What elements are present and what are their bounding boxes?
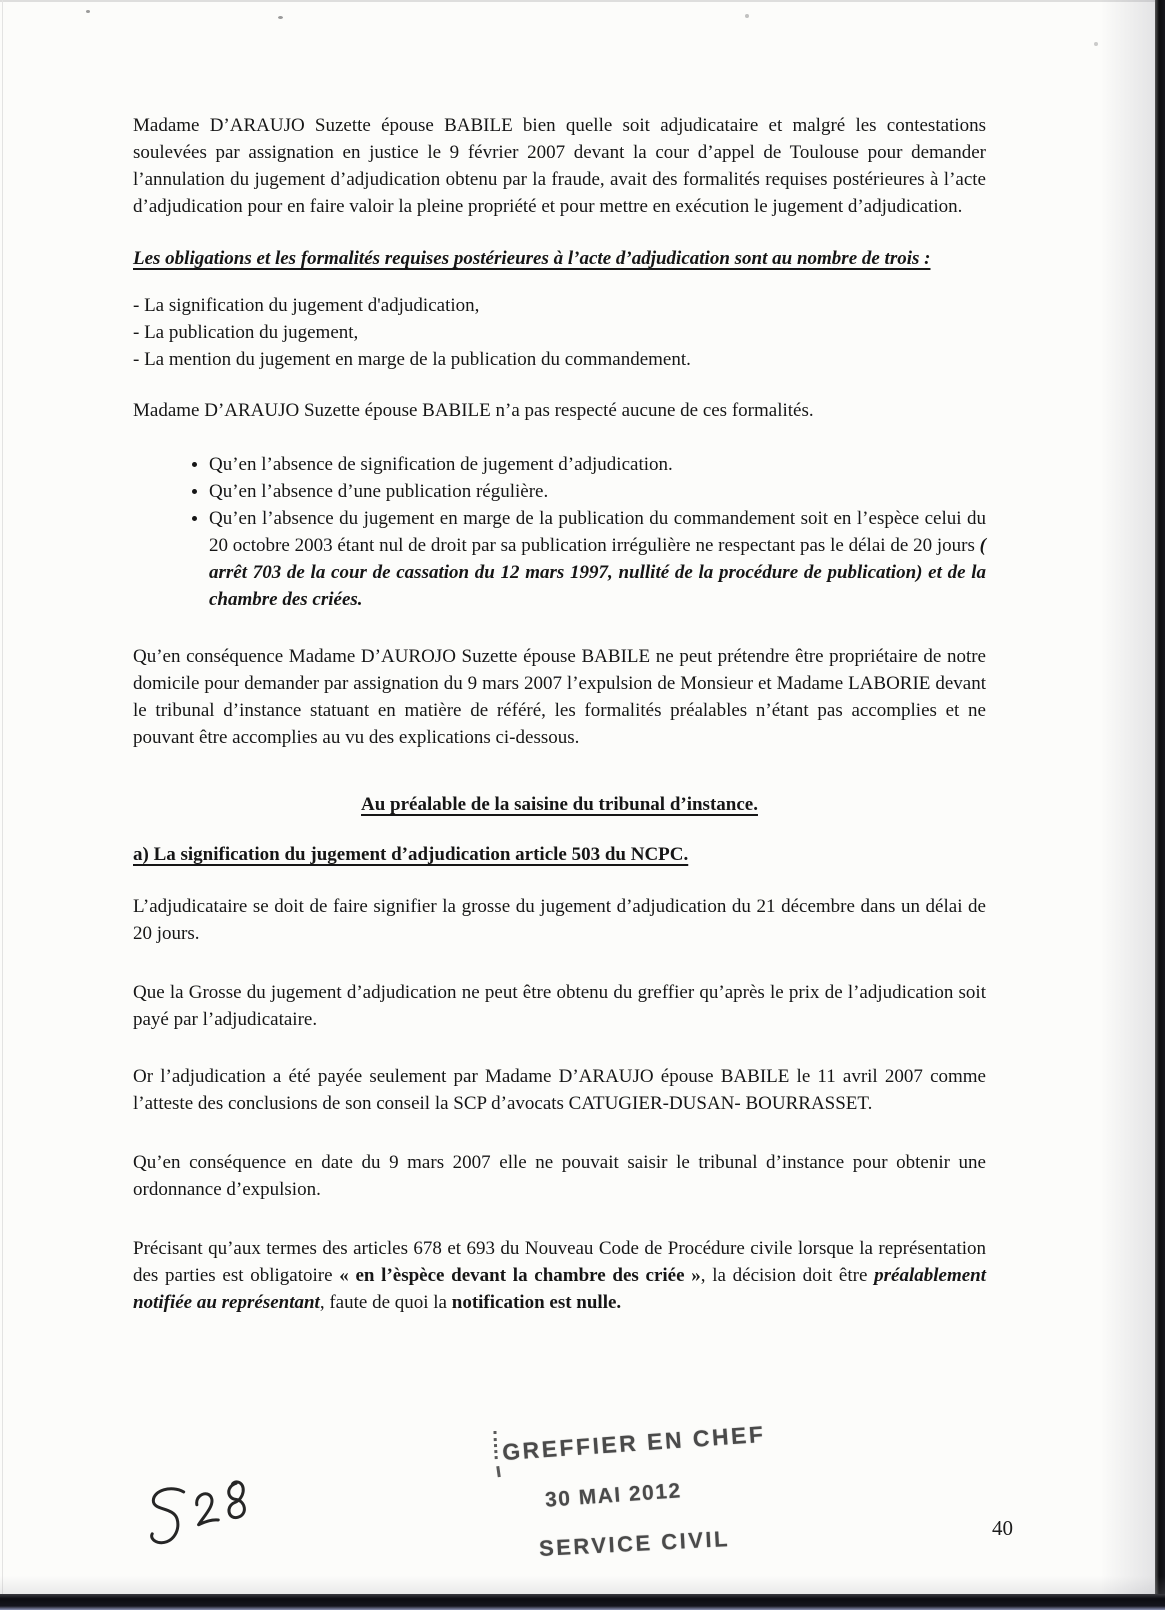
paragraph-consequence: Qu’en conséquence Madame D’AUROJO Suzette épouse BABILE ne peut prétendre être propriétaire de notre domicile pour demander par assignation du 9 mars 2007 l’expulsion de Monsieur et Madame LABORIE devant le tribunal d’instance statuant en matière de référé, les formalités préalables n’étant pas accomplies et ne pouvant être accomplies au vu des explications ci-dessous. — [133, 646, 986, 748]
scan-shadow-right — [1100, 0, 1155, 1610]
formalities-list — [133, 292, 986, 373]
section-heading-article-503: a) La signification du jugement d’adjudication article 503 du NCPC. — [133, 844, 689, 865]
final-text-3: , faute de quoi la — [319, 1292, 452, 1313]
list-item-mention: - La mention du jugement en marge de la publication du commandement. — [133, 349, 691, 370]
handwriting-strokes — [141, 1471, 272, 1560]
bullet-list — [133, 451, 986, 613]
scan-speck — [745, 14, 749, 18]
section-heading-obligations: Les obligations et les formalités requises postérieures à l’acte d’adjudication sont au nombre de trois : — [133, 248, 931, 269]
page-number: 40 — [992, 1516, 1013, 1540]
stamp-ink-mark — [493, 1431, 500, 1459]
final-text-bold-end: notification est nulle. — [451, 1292, 622, 1313]
bullet-text-plain: Qu’en l’absence du jugement en marge de la publication du commandement soit en l’espèce celui du 20 octobre 2003 étant nul de droit par sa publication irrégulière ne respectant pas le délai de 20 jours — [209, 508, 986, 556]
handwritten-number-528 — [141, 1471, 273, 1565]
scan-shadow-bottom — [0, 1576, 1165, 1594]
bullet-item-publication: • Qu’en l’absence d’une publication régulière. — [209, 478, 986, 505]
section-heading-prealable: Au préalable de la saisine du tribunal d’instance. — [361, 794, 758, 815]
list-item-publication: - La publication du jugement, — [133, 322, 359, 343]
paragraph-final — [133, 1235, 986, 1316]
scan-edge-right — [1155, 0, 1165, 1610]
stamp-ink-mark-small — [496, 1466, 502, 1478]
stamp-greffier-line: GREFFIER EN CHEF — [501, 1420, 767, 1466]
scan-speck — [278, 16, 283, 19]
scan-edge-top — [0, 0, 1165, 2]
scan-edge-left — [2, 0, 3, 1610]
final-text-bold-quote: « en l’èspèce devant la chambre des criée » — [339, 1265, 701, 1286]
bullet-item-signification: • Qu’en l’absence de signification de jugement d’adjudication. — [209, 451, 986, 478]
bullet-text-emphasis: ( arrêt 703 de la cour de cassation du 12 mars 1997, nullité de la procédure de publication) et de la chambre des criées. — [209, 535, 986, 610]
scan-speck — [86, 10, 90, 13]
final-text-1: Précisant qu’aux termes des articles 678 et 693 du Nouveau Code de Procédure civile lorsque la représentation des parties est obligatoire — [133, 1238, 986, 1286]
final-text-bold-italic: préalablement notifiée au représentant — [133, 1265, 987, 1313]
scan-speck — [1094, 42, 1098, 46]
paragraph-grosse: Que la Grosse du jugement d’adjudication ne peut être obtenu du greffier qu’après le prix de l’adjudication soit payé par l’adjudicataire. — [133, 982, 986, 1030]
paragraph-non-respect: Madame D’ARAUJO Suzette épouse BABILE n’a pas respecté aucune de ces formalités. — [133, 400, 814, 421]
paragraph-paiement: Or l’adjudication a été payée seulement par Madame D’ARAUJO épouse BABILE le 11 avril 2007 comme l’atteste des conclusions de son conseil la SCP d’avocats CATUGIER-DUSAN- BOURRASSET. — [133, 1066, 986, 1114]
bullet-item-marge — [209, 505, 986, 613]
paragraph-intro: Madame D’ARAUJO Suzette épouse BABILE bien quelle soit adjudicataire et malgré les contestations soulevées par assignation en justice le 9 février 2007 devant la cour d’appel de Toulouse pour demander l’annulation du jugement d’adjudication obtenu par la fraude, avait des formalités requises postérieures à l’acte d’adjudication pour en faire valoir la pleine propriété et pour mettre en exécution le jugement d’adjudication. — [133, 115, 986, 217]
final-text-2: , la décision doit être — [700, 1265, 875, 1286]
list-item-signification: - La signification du jugement d'adjudication, — [133, 295, 480, 316]
paragraph-adjudicataire: L’adjudicataire se doit de faire signifier la grosse du jugement d’adjudication du 21 décembre dans un délai de 20 jours. — [133, 896, 986, 944]
stamp-date-line: 30 MAI 2012 — [544, 1479, 683, 1512]
scan-edge-bottom — [0, 1594, 1165, 1610]
document-body — [133, 112, 986, 1316]
stamp-service-line: SERVICE CIVIL — [538, 1526, 731, 1561]
paragraph-ordonnance: Qu’en conséquence en date du 9 mars 2007 elle ne pouvait saisir le tribunal d’instance pour obtenir une ordonnance d’expulsion. — [133, 1152, 986, 1200]
